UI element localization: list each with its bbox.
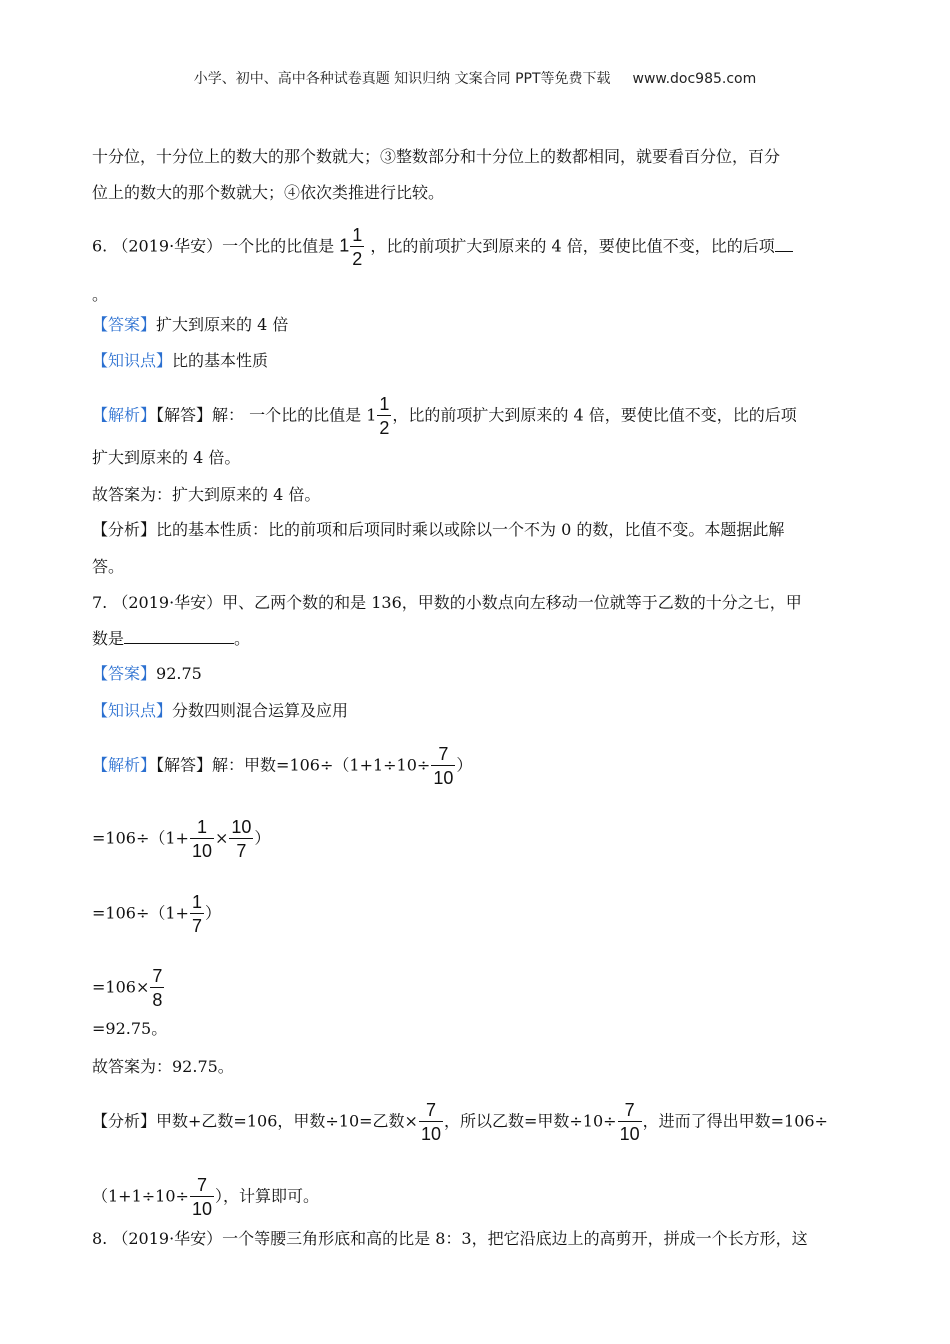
q6-sol-fraction bbox=[377, 395, 391, 437]
q7-s3a: =106÷（1+ bbox=[92, 903, 189, 923]
q7-s1a: 解：甲数=106÷（1+1÷10÷ bbox=[212, 755, 431, 775]
fenxi-tag: 【分析】 bbox=[92, 520, 157, 539]
q7-s4-num: 7 bbox=[152, 966, 163, 986]
q6-fenxi-2: 答。 bbox=[92, 557, 125, 576]
q6-mixed-whole: 1 bbox=[339, 235, 350, 256]
q6-fraction bbox=[350, 226, 364, 268]
q7-f2b: ），计算即可。 bbox=[214, 1186, 319, 1206]
q7-s3b: ） bbox=[204, 903, 221, 923]
q7-s3-den: 7 bbox=[191, 916, 202, 936]
answer-tag: 【答案】 bbox=[92, 315, 157, 334]
q6-solution-a: 解： 一个比的比值是 1 bbox=[212, 405, 377, 425]
q6-suffix: ，比的前项扩大到原来的 4 倍，要使比值不变，比的后项 bbox=[370, 236, 775, 256]
q7-f2-den: 10 bbox=[191, 1199, 212, 1219]
q6-answer-blank bbox=[775, 235, 793, 252]
q7-f1a-den: 10 bbox=[420, 1124, 441, 1144]
answer-tag-7: 【答案】 bbox=[92, 664, 157, 683]
q7-f1b-num: 7 bbox=[618, 1101, 642, 1122]
continued-line-2: 位上的数大的那个数就大；④依次类推进行比较。 bbox=[92, 183, 445, 202]
q7-s4-fraction bbox=[150, 967, 164, 1009]
q6-end: 。 bbox=[92, 285, 109, 304]
solution-tag-7: 【解答】 bbox=[156, 755, 213, 775]
q7-question-2 bbox=[92, 627, 250, 651]
header-url[interactable]: www.doc985.com bbox=[632, 71, 757, 87]
q7-s2b-den: 7 bbox=[236, 841, 247, 861]
q7-fenxi-2 bbox=[92, 1176, 319, 1218]
q7-s2a-den: 10 bbox=[191, 841, 212, 861]
q7-knowledge-line bbox=[92, 699, 348, 723]
q6-solution-b: ，比的前项扩大到原来的 4 倍，要使比值不变，比的后项 bbox=[392, 405, 797, 425]
q7-f1b-den: 10 bbox=[619, 1124, 640, 1144]
q6-answer: 扩大到原来的 4 倍 bbox=[156, 315, 289, 334]
q7-f2-fraction bbox=[190, 1176, 214, 1218]
q7-question-1: 7. （2019·华安）甲、乙两个数的和是 136，甲数的小数点向左移动一位就等于乙数的十分之七，甲 bbox=[92, 593, 802, 612]
q6-fenxi-1: 比的基本性质：比的前项和后项同时乘以或除以一个不为 0 的数，比值不变。本题据此解 bbox=[156, 520, 785, 539]
q6-question bbox=[92, 226, 793, 268]
fenxi-tag-7: 【分析】 bbox=[92, 1111, 157, 1131]
q7-s2-fraction-b bbox=[229, 818, 253, 860]
analysis-tag: 【解析】 bbox=[92, 405, 157, 425]
q7-line2a: 数是 bbox=[92, 629, 125, 648]
q7-s4-den: 8 bbox=[152, 990, 163, 1010]
q7-s2b: × bbox=[214, 828, 229, 848]
q7-s1b: ） bbox=[456, 755, 473, 775]
q7-s2a-num: 1 bbox=[190, 818, 214, 839]
solution-tag: 【解答】 bbox=[156, 405, 213, 425]
q7-solution-4 bbox=[92, 967, 165, 1009]
q6-fenxi-line bbox=[92, 518, 784, 542]
q7-s4a: =106× bbox=[92, 977, 150, 997]
page-header bbox=[0, 68, 950, 88]
q7-knowledge: 分数四则混合运算及应用 bbox=[172, 701, 349, 720]
q7-f2a: （1+1÷10÷ bbox=[92, 1186, 189, 1206]
q7-solution-1 bbox=[92, 745, 472, 787]
q7-f1-fraction-a bbox=[419, 1101, 443, 1143]
q7-solution-3 bbox=[92, 893, 221, 935]
q7-s3-fraction bbox=[190, 893, 204, 935]
q7-solution-5: =92.75。 bbox=[92, 1019, 168, 1038]
q7-solution-2 bbox=[92, 818, 270, 860]
analysis-tag-7: 【解析】 bbox=[92, 755, 157, 775]
q7-s2c: ） bbox=[254, 828, 271, 848]
q7-s1-num: 7 bbox=[431, 745, 455, 766]
q6-frac-den: 2 bbox=[352, 249, 363, 269]
q7-fenxi-1 bbox=[92, 1101, 828, 1143]
q7-s2b-num: 10 bbox=[231, 817, 252, 837]
q6-solution-line-2: 扩大到原来的 4 倍。 bbox=[92, 448, 241, 467]
q7-s2-fraction-a bbox=[190, 818, 214, 860]
header-text: 小学、初中、高中各种试卷真题 知识归纳 文案合同 PPT等免费下载 bbox=[193, 71, 611, 87]
q6-final: 故答案为：扩大到原来的 4 倍。 bbox=[92, 485, 321, 504]
q7-f1b: ，所以乙数=甲数÷10÷ bbox=[443, 1111, 617, 1131]
q6-answer-line bbox=[92, 313, 288, 337]
q7-f1a: 甲数+乙数=106，甲数÷10=乙数× bbox=[156, 1111, 418, 1131]
q7-s3-num: 1 bbox=[191, 892, 202, 912]
q7-s2a: =106÷（1+ bbox=[92, 828, 189, 848]
q7-f2-num: 7 bbox=[190, 1176, 214, 1197]
q6-sol-num: 1 bbox=[379, 394, 390, 414]
continued-line-1: 十分位，十分位上的数大的那个数就大；③整数部分和十分位上的数都相同，就要看百分位，百分 bbox=[92, 147, 781, 166]
q6-knowledge-line bbox=[92, 349, 268, 373]
q7-answer-blank bbox=[124, 627, 234, 644]
q6-frac-num: 1 bbox=[352, 225, 363, 245]
q7-answer: 92.75 bbox=[156, 664, 202, 683]
knowledge-tag: 【知识点】 bbox=[92, 351, 173, 370]
q7-answer-line bbox=[92, 662, 202, 686]
q7-final: 故答案为：92.75。 bbox=[92, 1057, 234, 1076]
q6-solution-line bbox=[92, 395, 797, 437]
q8-question-1: 8. （2019·华安）一个等腰三角形底和高的比是 8：3，把它沿底边上的高剪开，拼成一个长方形，这 bbox=[92, 1229, 808, 1248]
q7-line2b: 。 bbox=[234, 629, 251, 648]
q7-f1c: ，进而了得出甲数=106÷ bbox=[642, 1111, 828, 1131]
knowledge-tag-7: 【知识点】 bbox=[92, 701, 173, 720]
q7-f1-fraction-b bbox=[618, 1101, 642, 1143]
q7-s1-fraction bbox=[431, 745, 455, 787]
q7-f1a-num: 7 bbox=[419, 1101, 443, 1122]
q7-s1-den: 10 bbox=[433, 768, 454, 788]
q6-sol-den: 2 bbox=[379, 418, 390, 438]
q6-knowledge: 比的基本性质 bbox=[172, 351, 269, 370]
q6-prefix: 6. （2019·华安）一个比的比值是 bbox=[92, 236, 335, 256]
